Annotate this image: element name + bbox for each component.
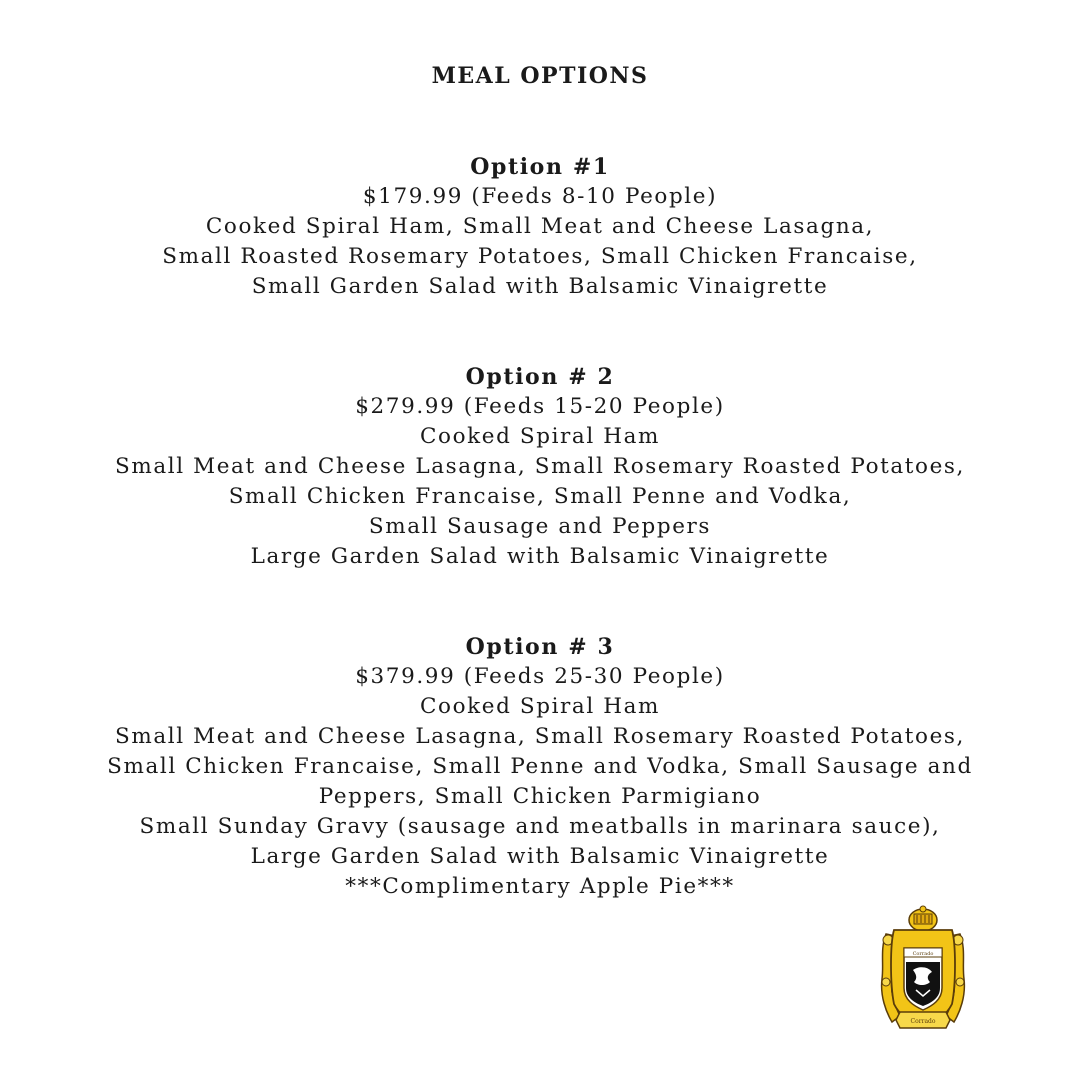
- option-heading: Option # 3: [465, 634, 615, 660]
- option-item-line: Cooked Spiral Ham, Small Meat and Cheese Lasagna,: [205, 214, 875, 239]
- page-title: MEAL OPTIONS: [431, 63, 649, 89]
- family-crest-icon: [880, 904, 966, 1036]
- option-item-line: Large Garden Salad with Balsamic Vinaigrette: [250, 544, 830, 569]
- meal-option-2: [0, 362, 1080, 572]
- meal-option-3: [0, 632, 1080, 902]
- option-price: $279.99 (Feeds 15-20 People): [355, 394, 725, 419]
- option-item-line: Large Garden Salad with Balsamic Vinaigrette: [250, 844, 830, 869]
- option-item-line: Small Roasted Rosemary Potatoes, Small Chicken Francaise,: [162, 244, 918, 269]
- option-item-line: Cooked Spiral Ham: [419, 424, 661, 449]
- option-item-line: ***Complimentary Apple Pie***: [345, 874, 735, 899]
- crest-banner-top: Corrado: [912, 951, 934, 957]
- crest-helmet: [909, 906, 937, 931]
- option-item-line: Small Meat and Cheese Lasagna, Small Rosemary Roasted Potatoes,: [115, 454, 965, 479]
- option-heading: Option #1: [470, 154, 610, 180]
- option-price: $179.99 (Feeds 8-10 People): [362, 184, 718, 209]
- option-item-line: Small Sunday Gravy (sausage and meatballs in marinara sauce),: [139, 814, 941, 839]
- option-item-line: Small Chicken Francaise, Small Penne and Vodka,: [228, 484, 852, 509]
- option-item-line: Small Meat and Cheese Lasagna, Small Rosemary Roasted Potatoes,: [115, 724, 965, 749]
- option-heading: Option # 2: [465, 364, 615, 390]
- option-item-line: Small Garden Salad with Balsamic Vinaigrette: [251, 274, 829, 299]
- option-price: $379.99 (Feeds 25-30 People): [355, 664, 725, 689]
- crest-shield: [904, 948, 942, 1010]
- crest-banner-bottom: Corrado: [910, 1018, 936, 1025]
- option-item-line: Small Chicken Francaise, Small Penne and Vodka, Small Sausage and: [107, 754, 973, 779]
- option-item-line: Small Sausage and Peppers: [368, 514, 712, 539]
- meal-option-1: [0, 152, 1080, 302]
- option-item-line: Peppers, Small Chicken Parmigiano: [318, 784, 762, 809]
- option-item-line: Cooked Spiral Ham: [419, 694, 661, 719]
